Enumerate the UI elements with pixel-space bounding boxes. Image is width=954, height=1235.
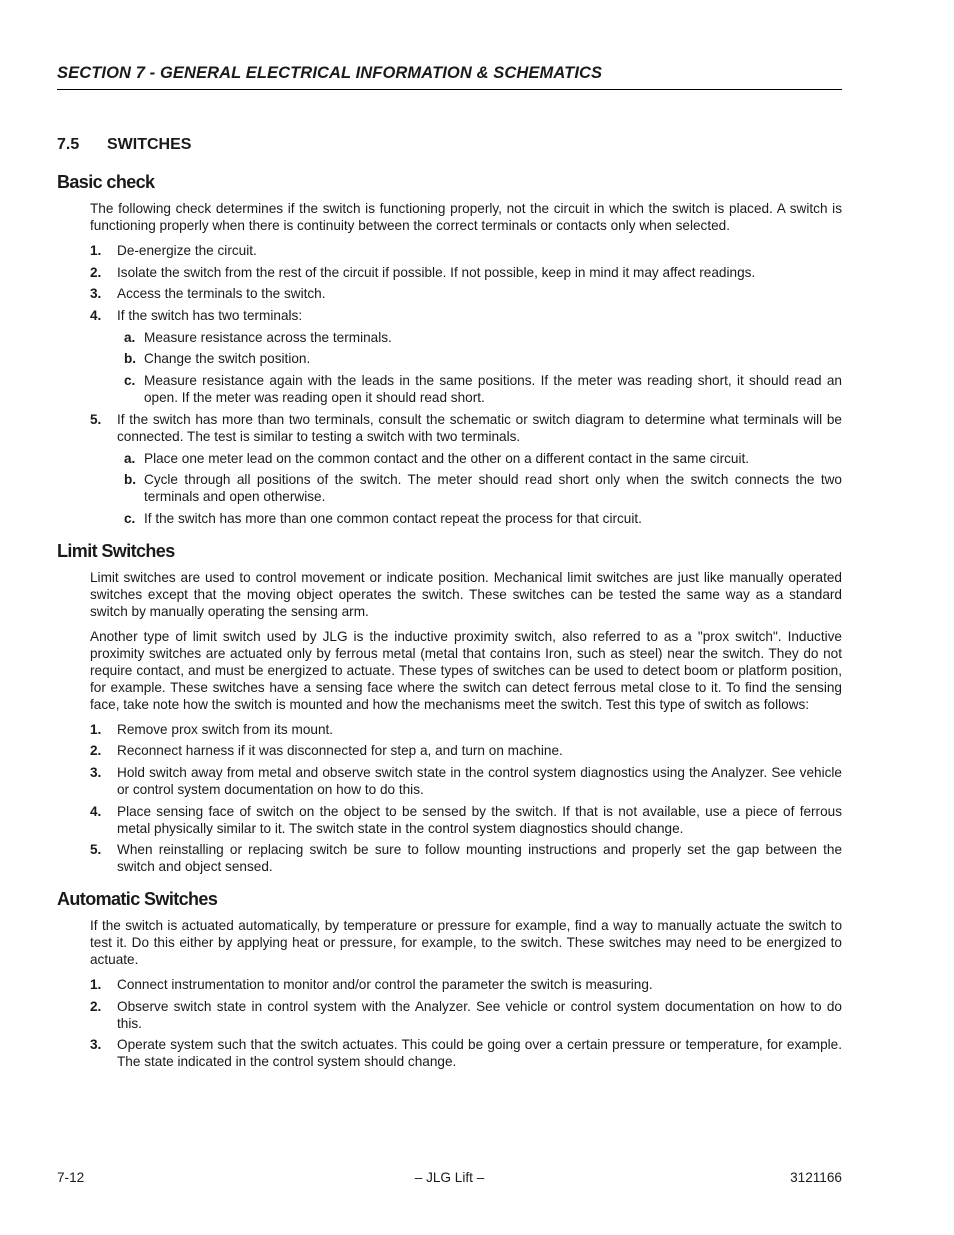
sub-list-item: a. Place one meter lead on the common contact and the other on a different contact in the same circuit.	[124, 450, 750, 466]
automatic-switches-heading: Automatic Switches	[57, 889, 218, 910]
section-heading	[57, 136, 191, 154]
limit-switches-paragraph-2: Another type of limit switch used by JLG is the inductive proximity switch, also referred to as a "prox switch". Inductive proximity switches are actuated only by ferrous metal (metal that contains Iron, such as steel) near the switch. They do not require contact, and must be energized to actuate. These types of switches can be used to detect boom or platform position, for example. These switches have a sensing face where the switch can detect ferrous metal close to it. To find the sensing face, take note how the switch is mounted and how the mechanisms meet the switch. Test this type of switch as follows:	[90, 628, 842, 712]
page-content	[57, 170, 842, 1075]
page-number: 7-12	[57, 1170, 85, 1185]
section-number: 7.5	[57, 136, 80, 153]
list-item: 2. Reconnect harness if it was disconnected for step a, and turn on machine.	[90, 743, 563, 759]
limit-switches-paragraph-1: Limit switches are used to control movement or indicate position. Mechanical limit switches are just like manually operated switches except that the moving object operates the switch. These switches can be tested the same way as a standard switch by manually operating the sensing arm.	[90, 569, 842, 619]
sub-list-item: c. Measure resistance again with the leads in the same positions. If the meter was reading short, it should read an open. If the meter was reading open it should read short.	[124, 372, 842, 405]
list-item: 1. De-energize the circuit.	[90, 243, 257, 258]
list-item: 1. Remove prox switch from its mount.	[90, 721, 334, 737]
basic-check-heading: Basic check	[57, 172, 155, 192]
page-header	[57, 64, 842, 90]
section-header-title: SECTION 7 - GENERAL ELECTRICAL INFORMATION & SCHEMATICS	[57, 64, 603, 82]
basic-check-steps	[90, 242, 842, 527]
list-item: 4. Place sensing face of switch on the object to be sensed by the switch. If that is not available, use a piece of ferrous metal physically similar to it. The switch state in the control system diagnostics should change.	[90, 803, 842, 836]
automatic-switches-steps	[90, 976, 842, 1070]
list-item: 4. If the switch has two terminals: a. Measure resistance across the terminals. b. Change the switch position. c. Measure resistance again with the leads in the same positions. If the meter was reading short, it should read an open. If the meter was reading open it should read short.	[90, 307, 842, 405]
automatic-switches-intro: If the switch is actuated automatically, by temperature or pressure for example, find a way to manually actuate the switch to test it. Do this either by applying heat or pressure, for example, to the switch. These switches may need to be energized to actuate.	[90, 918, 842, 968]
sub-list-item: b. Cycle through all positions of the switch. The meter should read short only when the switch connects the two terminals and open otherwise.	[124, 472, 842, 505]
list-item: 2. Isolate the switch from the rest of the circuit if possible. If not possible, keep in mind it may affect readings.	[90, 264, 756, 280]
document-number: 3121166	[790, 1170, 842, 1185]
list-item: 3. Hold switch away from metal and observe switch state in the control system diagnostics using the Analyzer. See vehicle or control system documentation on how to do this.	[90, 764, 842, 797]
basic-check-intro: The following check determines if the switch is functioning properly, not the circuit in which the switch is placed. A switch is functioning properly when there is continuity between the correct terminals or contacts only when selected.	[90, 201, 842, 233]
sub-list-item: c. If the switch has more than one common contact repeat the process for that circuit.	[124, 510, 642, 526]
sub-list-item: a. Measure resistance across the terminals.	[124, 329, 392, 345]
sub-steps	[124, 329, 842, 406]
sub-list-item: b. Change the switch position.	[124, 351, 311, 367]
list-item: 3. Access the terminals to the switch.	[90, 286, 326, 302]
sub-steps	[124, 450, 842, 527]
list-item: 5. If the switch has more than two terminals, consult the schematic or switch diagram to determine what terminals will be connected. The test is similar to testing a switch with two terminals. a. Place one meter lead on the common contact and the other on a different contact in the same circuit. b. Cycle through all positions of the switch. The meter should read short only when the switch connects the two terminals and open otherwise. c. If the switch has more than one common contact repeat the process for that circuit.	[90, 411, 842, 526]
list-item: 5. When reinstalling or replacing switch be sure to follow mounting instructions and properly set the gap between the switch and object sensed.	[90, 842, 842, 875]
section-title: SWITCHES	[107, 136, 192, 153]
list-item: 3. Operate system such that the switch actuates. This could be going over a certain pressure or temperature, for example. The state indicated in the control system should change.	[90, 1037, 842, 1070]
limit-switches-heading: Limit Switches	[57, 540, 175, 561]
list-item: 1. Connect instrumentation to monitor and/or control the parameter the switch is measuring.	[90, 977, 653, 993]
limit-switches-steps	[90, 721, 842, 875]
list-item: 2. Observe switch state in control system with the Analyzer. See vehicle or control system documentation on how to do this.	[90, 998, 842, 1031]
footer-brand: – JLG Lift –	[414, 1170, 485, 1185]
